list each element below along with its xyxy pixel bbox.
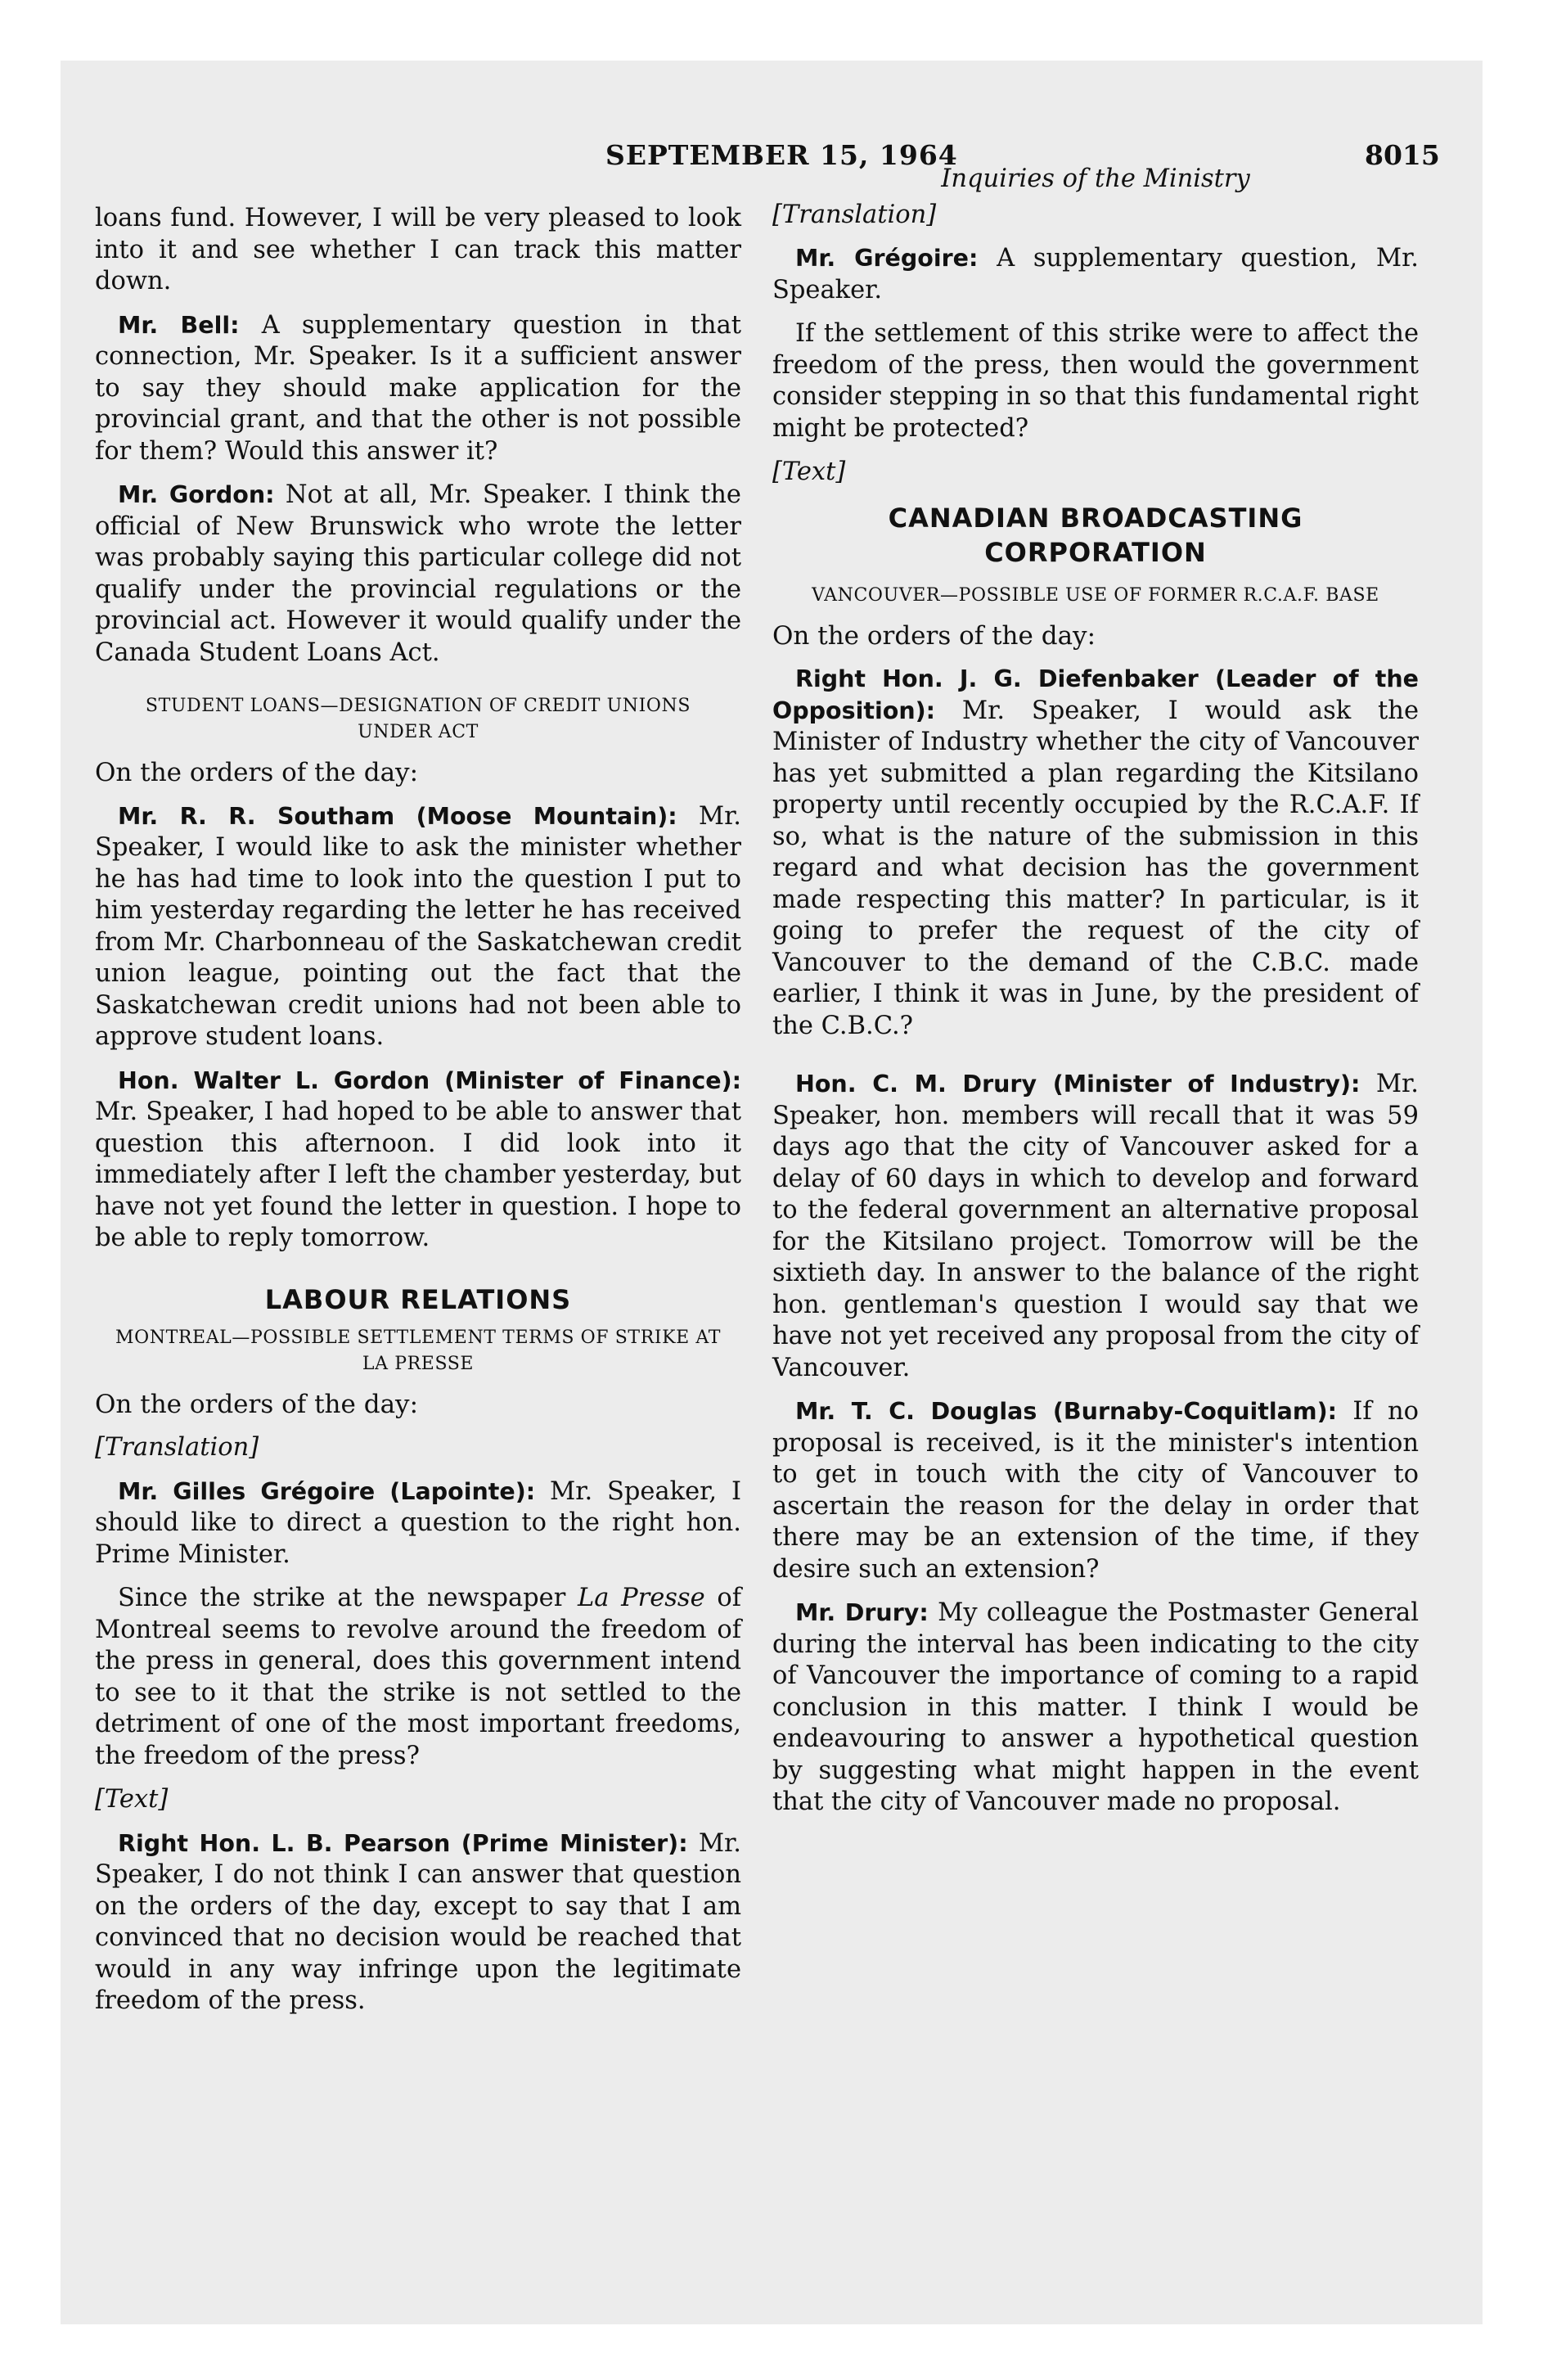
speech-text: Mr. Speaker, I had hoped to be able to answer that question this afternoon. I did look into it immediately after I left the chamber yesterday, but have not yet found the letter in question. I hope to be able to reply tomorrow. <box>95 1098 741 1252</box>
speaker-name: Mr. Drury: <box>795 1599 929 1626</box>
translation-tag: [Translation] <box>772 200 937 229</box>
paragraph <box>772 1069 1419 1384</box>
subheading: STUDENT LOANS—DESIGNATION OF CREDIT UNIONS UNDER ACT <box>145 696 691 742</box>
speech-text: My colleague the Postmaster General during the interval has been indicating to the city of Vancouver the importance of coming to a rapid conclusion in this matter. I think I would be endeavouring to answer a hypothetical question by suggesting what might happen in the event that the city of Vancouver made no proposal. <box>772 1598 1419 1816</box>
paragraph <box>95 801 741 1053</box>
paragraph <box>95 310 741 468</box>
paragraph: If the settlement of this strike were to affect the freedom of the press, then would the government consider stepping in so that this fundamental right might be protected? <box>772 319 1419 443</box>
speech-text: of Montreal seems to revolve around the freedom of the press in general, does this government intend to see to it that the strike is not settled to the detriment of one of the most important freedoms, the freedom of the press? <box>95 1584 741 1770</box>
subheading: VANCOUVER—POSSIBLE USE OF FORMER R.C.A.F. BASE <box>812 584 1379 606</box>
paragraph <box>95 1066 741 1255</box>
speech-text: A supplementary question in that connection, Mr. Speaker. Is it a sufficient answer to say they should make application for the provincial grant, and that the other is not possible for them? Would this answer it? <box>95 310 742 466</box>
subheading: MONTREAL—POSSIBLE SETTLEMENT TERMS OF STRIKE AT LA PRESSE <box>115 1327 721 1374</box>
section-title: LABOUR RELATIONS <box>264 1283 572 1315</box>
speech-text: Mr. Speaker, I would ask the Minister of Industry whether the city of Vancouver has yet submitted a plan regarding the Kitsilano property until recently occupied by the R.C.A.F. If so, what is the nature of the submission in this regard and what decision has the government made respecting this matter? In particular, is it going to prefer the request of the city of Vancouver to the demand of the C.B.C. made earlier, I think it was in June, by the president of the C.B.C.? <box>772 696 1419 1040</box>
text-tag: [Text] <box>95 1785 169 1814</box>
speaker-name: Hon. C. M. Drury (Minister of Industry): <box>795 1071 1361 1098</box>
newspaper-title: La Presse <box>578 1584 705 1612</box>
speaker-name: Mr. Gilles Grégoire (Lapointe): <box>118 1477 536 1505</box>
orders-of-the-day: On the orders of the day: <box>95 1389 419 1419</box>
page-number: 8015 <box>1365 139 1440 171</box>
running-head: Inquiries of the Ministry <box>941 165 1250 193</box>
speaker-name: Right Hon. L. B. Pearson (Prime Minister): <box>118 1829 688 1857</box>
speaker-name: Right Hon. J. G. Diefenbaker (Leader of the Opposition): <box>772 665 1419 724</box>
paragraph: loans fund. However, I will be very pleased to look into it and see whether I can track this matter down. <box>95 204 741 295</box>
translation-tag: [Translation] <box>95 1433 259 1462</box>
speaker-name: Mr. Gordon: <box>118 481 275 508</box>
speech-text: A supplementary question, Mr. Speaker. <box>772 244 1419 304</box>
speech-text: Mr. Speaker, I do not think I can answer that question on the orders of the day, except to say that I am convinced that no decision would be reached that would in any way infringe upon the legitimate freedom of the press. <box>95 1828 741 2015</box>
orders-of-the-day: On the orders of the day: <box>772 620 1096 651</box>
speech-text: Mr. Speaker, hon. members will recall that it was 59 days ago that the city of Vancouver asked for a delay of 60 days in which to develop and forward to the federal government an alternative proposal for the Kitsilano project. Tomorrow will be the sixtieth day. In answer to the balance of the right hon. gentleman's question I would say that we have not yet received any proposal from the city of Vancouver. <box>772 1070 1419 1382</box>
spacer <box>772 1054 1419 1069</box>
orders-of-the-day: On the orders of the day: <box>95 758 419 787</box>
speaker-name: Mr. R. R. Southam (Moose Mountain): <box>118 802 677 830</box>
paragraph <box>95 1828 741 2017</box>
speech-text: If no proposal is received, is it the minister's intention to get in touch with the city of Vancouver to ascertain the reason for the delay in order that there may be an extension of the time, if they desire such an extension? <box>772 1397 1419 1584</box>
paragraph <box>772 243 1419 306</box>
paragraph <box>772 1396 1419 1585</box>
speech-text: Mr. Speaker, I would like to ask the minister whether he has had time to look into the question I put to him yesterday regarding the letter he has received from Mr. Charbonneau of the Saskatchewan credit union league, pointing out the fact that the Saskatchewan credit unions had not been able to approve student loans. <box>95 801 741 1051</box>
left-column <box>95 203 741 2030</box>
speaker-name: Hon. Walter L. Gordon (Minister of Finance): <box>118 1066 741 1094</box>
speech-text: Mr. Speaker, I should like to direct a question to the right hon. Prime Minister. <box>95 1476 741 1569</box>
header-date: SEPTEMBER 15, 1964 <box>605 139 958 171</box>
speaker-name: Mr. T. C. Douglas (Burnaby-Coquitlam): <box>795 1398 1338 1425</box>
speaker-name: Mr. Bell: <box>118 311 240 339</box>
speech-text: Not at all, Mr. Speaker. I think the official of New Brunswick who wrote the letter was probably saying this particular college did not qualify under the provincial regulations or the provincial act. However it would qualify under the Canada Student Loans Act. <box>95 480 741 667</box>
text-tag: [Text] <box>772 458 846 486</box>
paragraph <box>772 664 1419 1042</box>
speaker-name: Mr. Grégoire: <box>795 245 979 272</box>
speech-text: Since the strike at the newspaper <box>118 1584 578 1612</box>
paragraph <box>95 1583 741 1772</box>
paragraph <box>95 1476 741 1571</box>
right-column <box>772 164 1419 1831</box>
paragraph <box>95 480 741 669</box>
section-title: CANADIAN BROADCASTING CORPORATION <box>888 502 1303 568</box>
paragraph <box>772 1598 1419 1819</box>
